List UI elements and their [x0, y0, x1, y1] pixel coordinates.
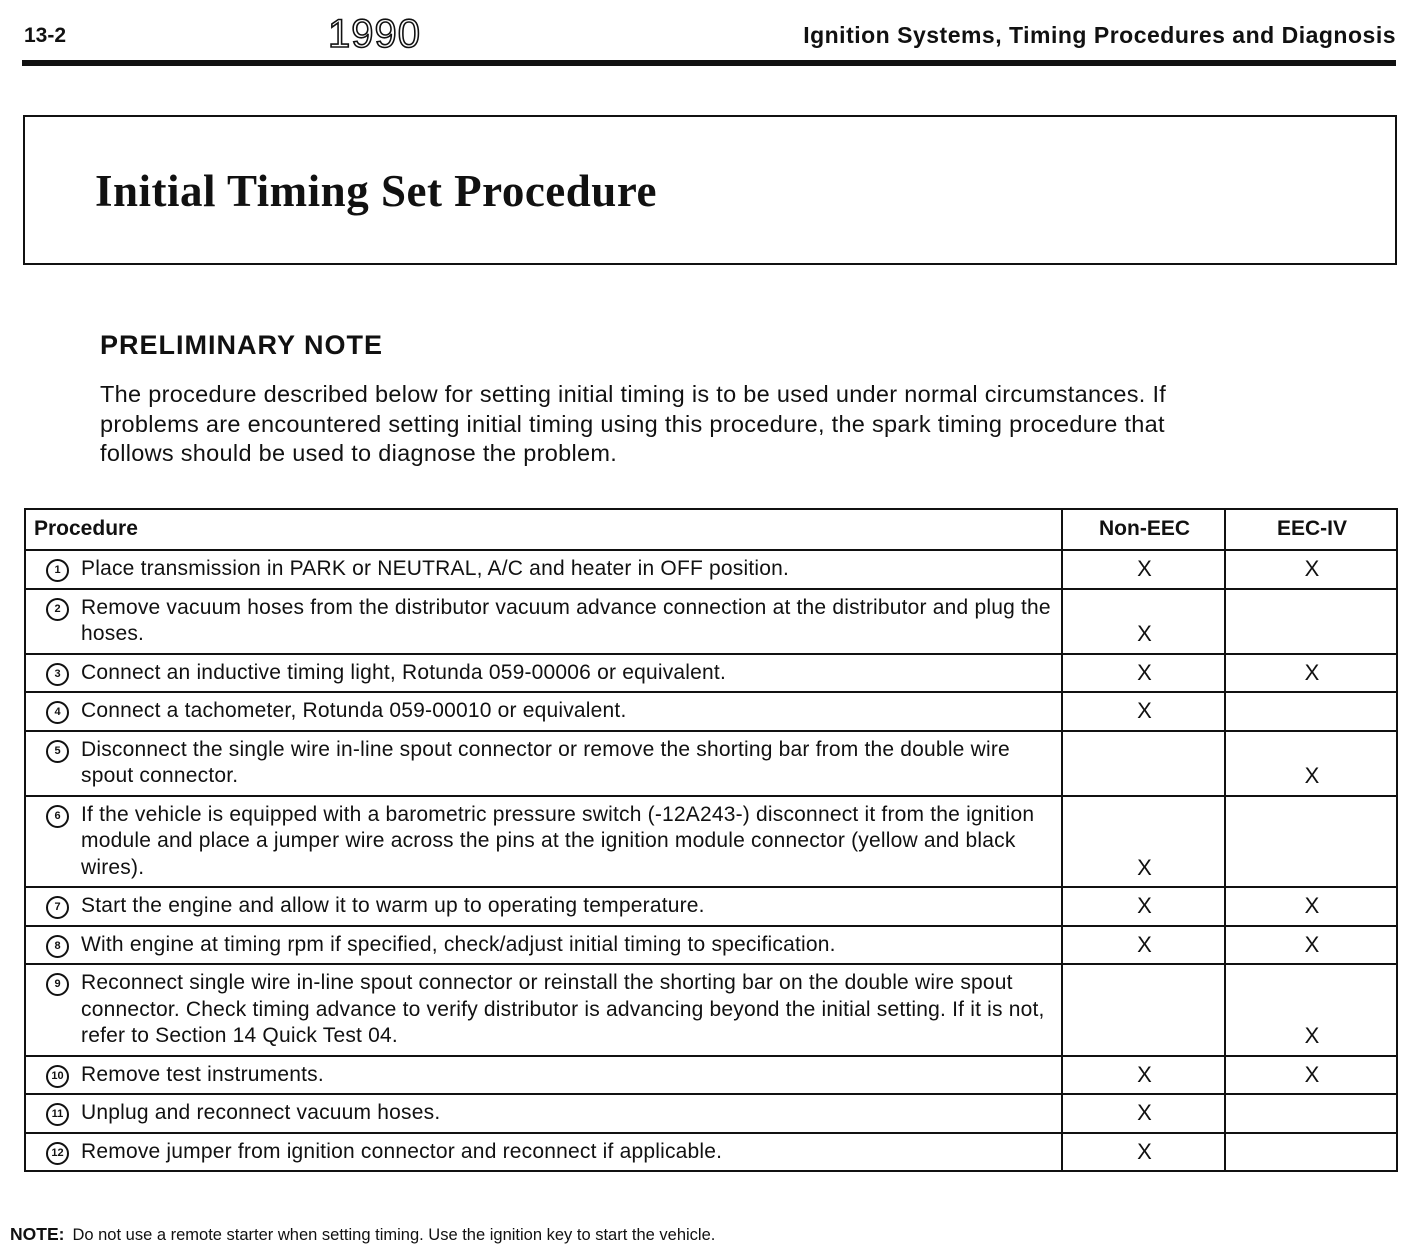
eec-iv-mark: X — [1225, 1056, 1397, 1095]
table-row — [25, 731, 1397, 796]
table-row — [25, 964, 1397, 1056]
step-number-circle: 12 — [46, 1142, 69, 1165]
eec-iv-mark — [1225, 1133, 1397, 1172]
table-row — [25, 654, 1397, 693]
procedure-step — [34, 802, 1055, 882]
header-procedure: Procedure — [25, 509, 1062, 550]
step-number-circle: 11 — [46, 1103, 69, 1126]
procedure-step — [34, 595, 1055, 648]
procedure-step — [34, 932, 1055, 959]
procedure-cell — [25, 654, 1062, 693]
year-label: 1990 — [328, 12, 421, 56]
procedure-cell — [25, 692, 1062, 731]
eec-iv-mark: X — [1225, 964, 1397, 1056]
procedure-cell — [25, 1133, 1062, 1172]
procedure-cell — [25, 731, 1062, 796]
step-text: Remove jumper from ignition connector and reconnect if applicable. — [81, 1139, 723, 1163]
non-eec-mark: X — [1062, 926, 1225, 965]
procedure-step — [34, 737, 1055, 790]
step-number-circle: 10 — [46, 1065, 69, 1088]
step-text: Connect a tachometer, Rotunda 059-00010 or equivalent. — [81, 699, 627, 722]
procedure-cell — [25, 1094, 1062, 1133]
non-eec-mark: X — [1062, 550, 1225, 589]
eec-iv-mark: X — [1225, 550, 1397, 589]
step-number-circle: 5 — [46, 740, 69, 763]
step-text: Disconnect the single wire in-line spout connector or remove the shorting bar from the double wire spout connector. — [81, 737, 1010, 787]
procedure-step — [34, 1139, 1055, 1166]
eec-iv-mark: X — [1225, 926, 1397, 965]
non-eec-mark — [1062, 731, 1225, 796]
step-number-circle: 7 — [46, 896, 69, 919]
footer-note — [10, 1224, 715, 1245]
procedure-cell — [25, 589, 1062, 654]
procedure-table-body — [25, 550, 1397, 1171]
header-eec-iv: EEC-IV — [1225, 509, 1397, 550]
non-eec-mark: X — [1062, 1133, 1225, 1172]
procedure-step — [34, 1100, 1055, 1127]
step-text: If the vehicle is equipped with a barometric pressure switch (-12A243-) disconnect it from the ignition module and place a jumper wire across the pins at the ignition module connector (yellow and black wires). — [81, 802, 1035, 879]
preliminary-note-heading: PRELIMINARY NOTE — [100, 330, 384, 360]
eec-iv-mark: X — [1225, 654, 1397, 693]
table-row — [25, 926, 1397, 965]
non-eec-mark — [1062, 964, 1225, 1056]
step-text: Connect an inductive timing light, Rotunda 059-00006 or equivalent. — [81, 660, 726, 684]
non-eec-mark: X — [1062, 692, 1225, 731]
table-row — [25, 692, 1397, 731]
footer-note-text: Do not use a remote starter when setting timing. Use the ignition key to start the vehicle. — [72, 1226, 716, 1244]
page-title: Initial Timing Set Procedure — [95, 166, 657, 216]
table-row — [25, 887, 1397, 926]
non-eec-mark: X — [1062, 589, 1225, 654]
procedure-step — [34, 1062, 1055, 1089]
page-number: 13-2 — [24, 24, 67, 47]
step-number-circle: 3 — [46, 663, 69, 686]
step-text: Unplug and reconnect vacuum hoses. — [81, 1101, 441, 1124]
step-number-circle: 8 — [46, 935, 69, 958]
procedure-step — [34, 698, 1055, 725]
step-number-circle: 6 — [46, 805, 69, 828]
step-text: Remove test instruments. — [81, 1062, 324, 1086]
procedure-step — [34, 893, 1055, 920]
table-row — [25, 1094, 1397, 1133]
footer-note-label: NOTE: — [10, 1224, 65, 1244]
table-row — [25, 1056, 1397, 1095]
step-text: Reconnect single wire in-line spout connector or reinstall the shorting bar on the double wire spout connector. Check timing advance to verify distributor is advancing beyond the initial setting. If it is not, refer to Section 14 Quick Test 04. — [81, 971, 1045, 1047]
eec-iv-mark — [1225, 1094, 1397, 1133]
non-eec-mark: X — [1062, 1056, 1225, 1095]
step-number-circle: 9 — [46, 973, 69, 996]
title-box — [23, 115, 1397, 265]
eec-iv-mark: X — [1225, 731, 1397, 796]
table-row — [25, 589, 1397, 654]
procedure-cell — [25, 550, 1062, 589]
table-row — [25, 796, 1397, 888]
procedure-cell — [25, 887, 1062, 926]
procedure-table — [24, 508, 1398, 1172]
step-text: With engine at timing rpm if specified, check/adjust initial timing to specification. — [81, 932, 836, 956]
table-row — [25, 1133, 1397, 1172]
procedure-cell — [25, 796, 1062, 888]
non-eec-mark: X — [1062, 1094, 1225, 1133]
step-text: Start the engine and allow it to warm up to operating temperature. — [81, 894, 705, 917]
procedure-cell — [25, 964, 1062, 1056]
non-eec-mark: X — [1062, 654, 1225, 693]
preliminary-note-text: The procedure described below for setting initial timing is to be used under normal circumstances. If problems are encountered setting initial timing using this procedure, the spark timing procedure that follows should be used to diagnose the problem. — [100, 381, 1167, 466]
eec-iv-mark — [1225, 796, 1397, 888]
step-number-circle: 4 — [46, 701, 69, 724]
non-eec-mark: X — [1062, 796, 1225, 888]
procedure-cell — [25, 1056, 1062, 1095]
eec-iv-mark — [1225, 589, 1397, 654]
header-rule — [22, 60, 1396, 66]
eec-iv-mark — [1225, 692, 1397, 731]
non-eec-mark: X — [1062, 887, 1225, 926]
header-non-eec: Non-EEC — [1062, 509, 1225, 550]
procedure-step — [34, 556, 1055, 583]
procedure-step — [34, 970, 1055, 1050]
procedure-step — [34, 660, 1055, 687]
step-number-circle: 2 — [46, 598, 69, 621]
running-title: Ignition Systems, Timing Procedures and Diagnosis — [803, 22, 1396, 48]
table-row — [25, 550, 1397, 589]
step-number-circle: 1 — [46, 559, 69, 582]
table-header-row — [25, 509, 1397, 550]
procedure-cell — [25, 926, 1062, 965]
step-text: Place transmission in PARK or NEUTRAL, A/C and heater in OFF position. — [81, 557, 790, 580]
eec-iv-mark: X — [1225, 887, 1397, 926]
step-text: Remove vacuum hoses from the distributor vacuum advance connection at the distributor and plug the hoses. — [81, 595, 1051, 645]
